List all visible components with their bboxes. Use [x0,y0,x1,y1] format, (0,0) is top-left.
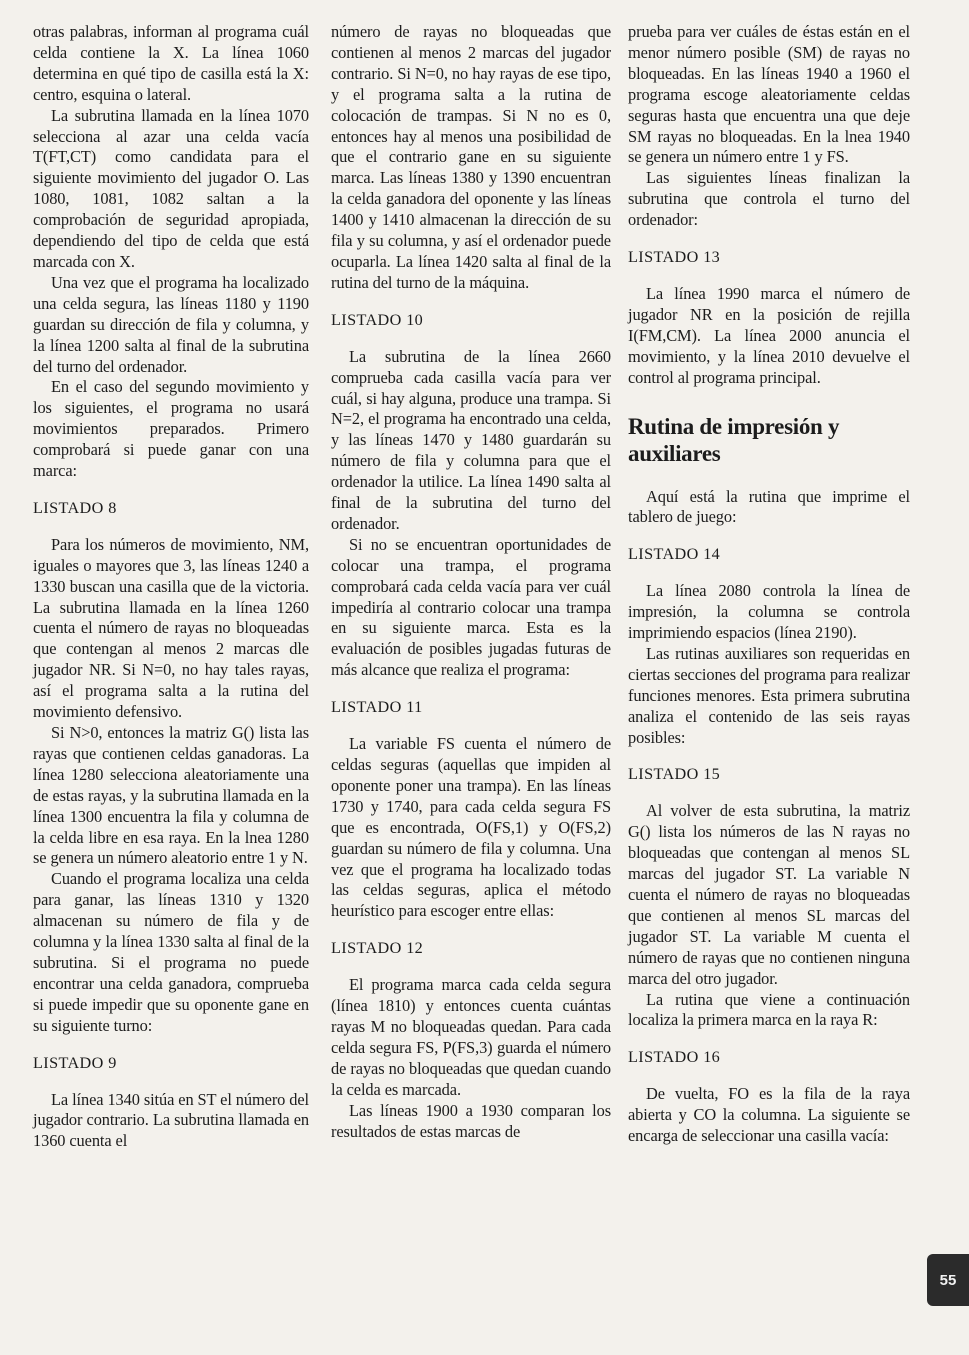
paragraph: Si N>0, entonces la matriz G() lista las rayas que contienen celdas ganadoras. La línea 1280 selecciona aleatoriamente una de estas rayas, y la subrutina llamada en la línea 1300 encuentra la fila y columna de la celda libre en esa raya. En la lnea 1280 se genera un número aleatorio entre 1 y N. [33,723,309,868]
paragraph: prueba para ver cuáles de éstas están en el menor número posible (SM) de rayas no bloqueadas. En las líneas 1940 a 1960 el programa escoge aleatoriamente celdas seguras hasta que encuentra una que deje SM rayas no bloqueadas. En la lnea 1940 se genera un número entre 1 y FS. [628,22,910,167]
paragraph: Si no se encuentran oportunidades de colocar una trampa, el programa comprobará cada celda vacía para ver cuál impediría al contrario colocar una trampa en su siguiente marca. Esta es la evaluación de posibles jugadas futuras de más alcance que realiza el programa: [331,534,611,680]
paragraph: La subrutina de la línea 2660 comprueba cada casilla vacía para ver cuál, si hay alguna, produce una trampa. Si N=2, el programa ha encontrado una celda, y las líneas 1470 y 1480 guardarán su número de fila y columna para que el ordenador la utilice. La línea 1490 salta al final de la subrutina del turno del ordenador. [331,346,611,533]
listing-label: LISTADO 11 [331,698,423,717]
paragraph: Una vez que el programa ha localizado una celda segura, las líneas 1180 y 1190 guardan su dirección de fila y columna, y la línea 1200 salta al final de la subrutina del turno del ordenador. [33,272,309,376]
listing-label: LISTADO 10 [331,310,424,329]
paragraph: En el caso del segundo movimiento y los siguientes, el programa no usará movimientos preparados. Primero comprobará si puede ganar con una marca: [33,377,309,481]
column-2 [331,22,611,1142]
paragraph: número de rayas no bloqueadas que contienen al menos 2 marcas del jugador contrario. Si N=0, no hay rayas de ese tipo, y el programa salta a la rutina de colocación de trampas. Si N no es 0, entonces hay al menos una posibilidad de que el contrario gane en su siguiente marca. Las líneas 1380 y 1390 encuentran la celda ganadora del oponente y las líneas 1400 y 1410 almacenan la dirección de su fila y su columna, y así el ordenador puede ocuparla. La línea 1420 salta al final de la rutina del turno de la máquina. [331,22,611,292]
paragraph: Las líneas 1900 a 1930 comparan los resultados de estas marcas de [331,1100,611,1141]
paragraph: La rutina que viene a continuación localiza la primera marca en la raya R: [628,989,910,1030]
paragraph: Al volver de esta subrutina, la matriz G() lista los números de las N rayas no bloqueadas que contengan al menos SL marcas del jugador ST. La variable N cuenta el número de rayas no bloqueadas que contienen al menos SL marcas del jugador ST. La variable M cuenta el número de rayas que no contienen ninguna marca del otro jugador. [628,801,910,988]
column-1 [33,22,309,1152]
paragraph: La línea 1990 marca el número de jugador NR en la posición de rejilla I(FM,CM). La línea 2000 anuncia el movimiento, y la línea 2010 devuelve el control al programa principal. [628,283,910,387]
paragraph: otras palabras, informan al programa cuál celda contiene la X. La línea 1060 determina en qué tipo de casilla está la X: centro, esquina o lateral. [33,22,309,104]
paragraph: La variable FS cuenta el número de celdas seguras (aquellas que impiden al oponente poner una trampa). En las líneas 1730 y 1740, para cada celda segura FS que es encontrada, O(FS,1) y O(FS,2) guardan su número de fila y columna. Una vez que el programa ha localizado todas las celdas seguras, aplica el método heurístico para escoger entre ellas: [331,734,611,921]
section-heading: Rutina de impresión y auxiliares [628,413,840,466]
paragraph: Para los números de movimiento, NM, iguales o mayores que 3, las líneas 1240 a 1330 buscan una casilla que de la victoria. La subrutina llamada en la línea 1260 cuenta el número de rayas no bloqueadas que contengan al menos 2 marcas dle jugador NR. Si N=0, no hay tales rayas, así el programa salta a la rutina del movimiento defensivo. [33,534,309,722]
paragraph: Aquí está la rutina que imprime el tablero de juego: [628,486,910,527]
listing-label: LISTADO 9 [33,1053,117,1072]
paragraph: Las rutinas auxiliares son requeridas en ciertas secciones del programa para realizar funciones menores. Esta primera subrutina analiza el contenido de las seis rayas posibles: [628,643,910,747]
listing-label: LISTADO 14 [628,545,721,564]
paragraph: La línea 1340 sitúa en ST el número del jugador contrario. La subrutina llamada en 1360 cuenta el [33,1089,309,1151]
listing-label: LISTADO 16 [628,1048,721,1067]
paragraph: Las siguientes líneas finalizan la subrutina que controla el turno del ordenador: [628,168,910,230]
listing-label: LISTADO 15 [628,765,721,784]
paragraph: Cuando el programa localiza una celda para ganar, las líneas 1310 y 1320 almacenan su número de fila y de columna y la línea 1330 salta al final de la subrutina. Si el programa no puede encontrar una celda ganadora, comprueba si puede impedir que su oponente gane en su siguiente turno: [33,869,309,1035]
paragraph: La subrutina llamada en la línea 1070 selecciona al azar una celda vacía T(FT,CT) como candidata para el siguiente movimiento del jugador O. Las 1080, 1081, 1082 saltan a la comprobación de seguridad apropiada, dependiendo del tipo de celda que está marcada con X. [33,105,309,271]
listing-label: LISTADO 12 [331,939,424,958]
paragraph: La línea 2080 controla la línea de impresión, la columna se controla imprimiendo espacios (línea 2190). [628,581,910,643]
page-number-tab [927,1254,969,1306]
paragraph: El programa marca cada celda segura (línea 1810) y entonces cuenta cuántas rayas M no bloqueadas quedan. Para cada celda segura FS, P(FS,3) guarda el número de rayas no bloqueadas que quedan cuando la celda es marcada. [331,975,611,1099]
column-3 [628,22,910,1147]
page-number: 55 [939,1271,957,1289]
listing-label: LISTADO 13 [628,248,721,267]
listing-label: LISTADO 8 [33,498,117,517]
paragraph: De vuelta, FO es la fila de la raya abierta y CO la columna. La siguiente se encarga de seleccionar una casilla vacía: [628,1084,910,1146]
